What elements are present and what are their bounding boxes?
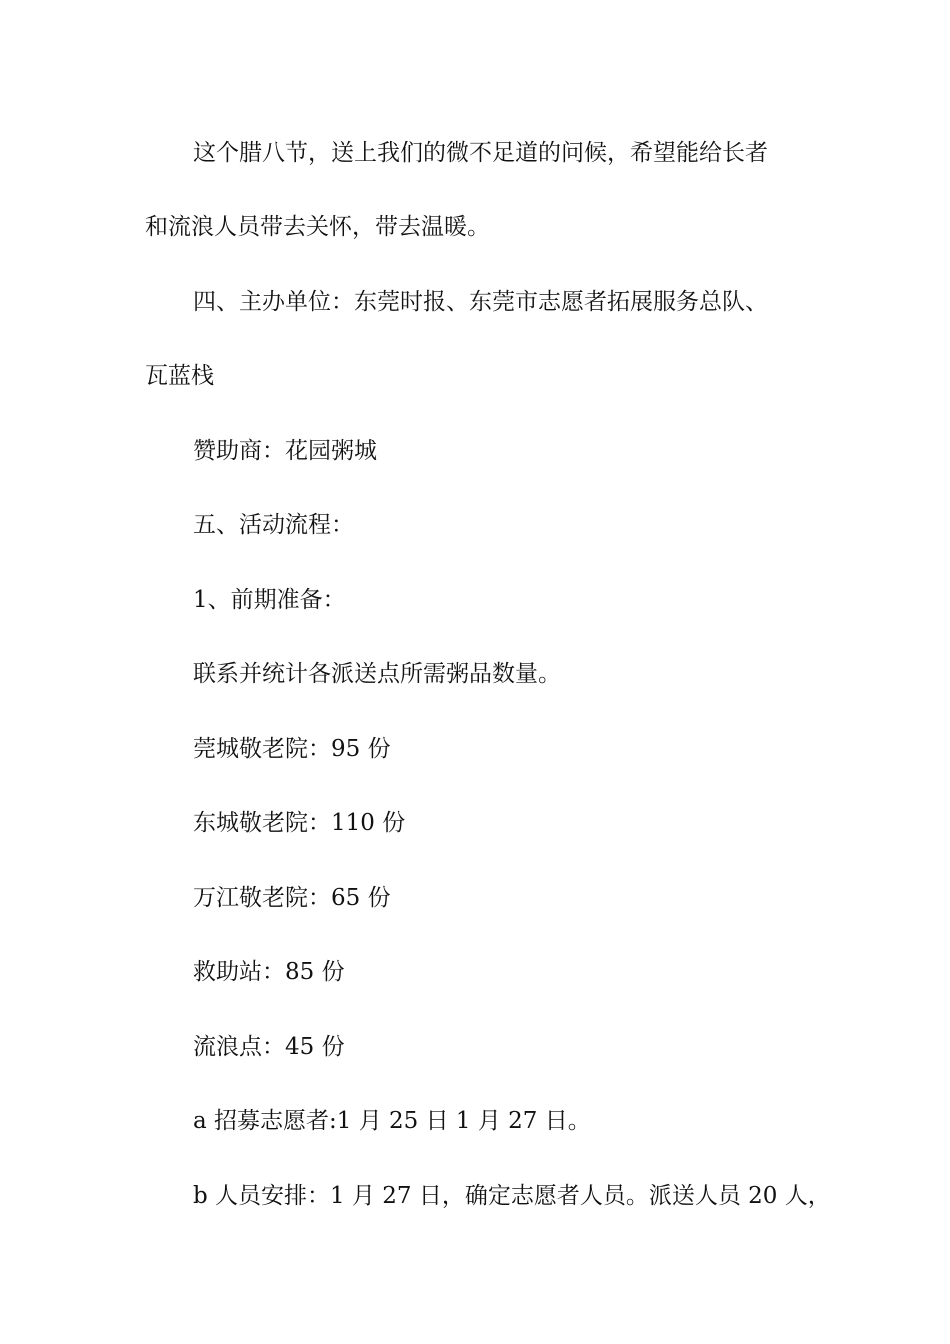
- list-item: 东城敬老院：110 份: [193, 810, 406, 836]
- section-heading-process: 五、活动流程：: [193, 512, 354, 538]
- list-item: 流浪点：45 份: [193, 1034, 345, 1060]
- list-item: b 人员安排：1 月 27 日，确定志愿者人员。派送人员 20 人，: [193, 1183, 831, 1209]
- list-item: 救助站：85 份: [193, 959, 345, 985]
- sponsor-line: 赞助商：花园粥城: [193, 438, 377, 464]
- subheading-preparation: 1、前期准备：: [193, 587, 346, 613]
- paragraph-line: 和流浪人员带去关怀，带去温暖。: [145, 214, 490, 240]
- list-item: 莞城敬老院：95 份: [193, 736, 391, 762]
- paragraph-line: 联系并统计各派送点所需粥品数量。: [193, 661, 561, 687]
- list-item: a 招募志愿者:1 月 25 日 1 月 27 日。: [193, 1108, 591, 1134]
- paragraph-line: 这个腊八节，送上我们的微不足道的问候，希望能给长者: [193, 140, 768, 166]
- section-heading-organizers: 四、主办单位：东莞时报、东莞市志愿者拓展服务总队、: [193, 289, 768, 315]
- list-item: 万江敬老院：65 份: [193, 885, 391, 911]
- paragraph-line: 瓦蓝栈: [145, 363, 214, 389]
